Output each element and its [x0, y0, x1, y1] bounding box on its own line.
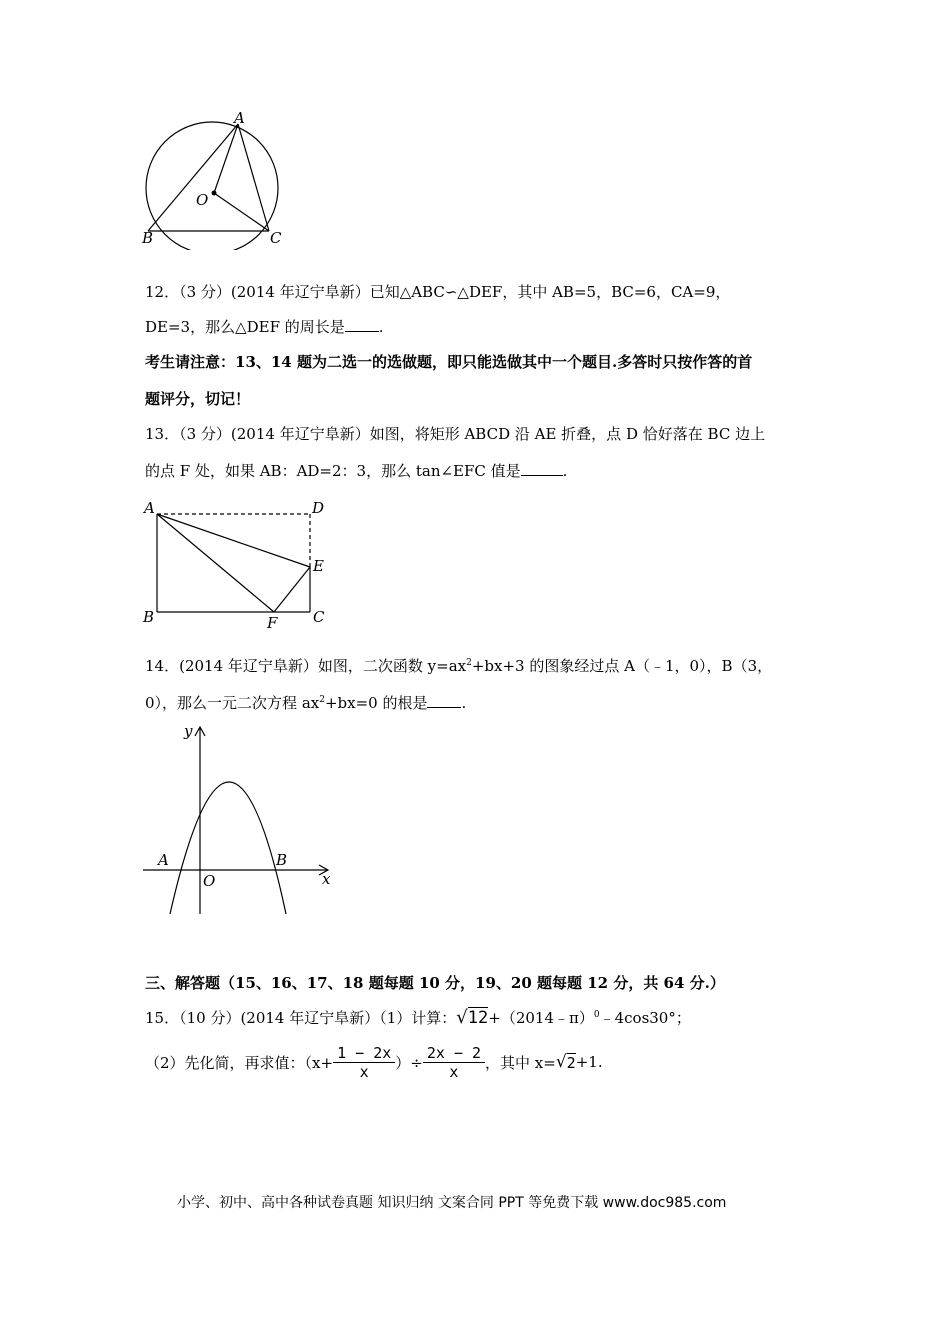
- notice-line2: 题评分，切记！: [145, 390, 251, 408]
- label-O: O: [196, 191, 209, 209]
- q13-line2-end: .: [562, 462, 568, 480]
- label-C: C: [270, 229, 282, 247]
- answer-blank: [521, 461, 563, 476]
- q15-line1-mid: +（2014﹣π）: [488, 1009, 594, 1027]
- q15-line1-text: 15．（10 分）(2014 年辽宁阜新）（1）计算：: [145, 1009, 457, 1027]
- parabola-curve: [170, 782, 286, 914]
- q14-line2-a: 0），那么一元二次方程 ax: [145, 694, 320, 712]
- label-A: A: [234, 110, 245, 127]
- notice-line1: 考生请注意：13、14 题为二选一的选做题，即只能选做其中一个题目.多答时只按作答的首: [145, 353, 753, 371]
- q14-line2-b: +bx=0 的根是: [324, 694, 428, 712]
- answer-blank: [427, 693, 461, 708]
- fraction-1: [333, 1044, 395, 1081]
- q12-line2: [145, 316, 384, 337]
- label-C: C: [313, 608, 325, 626]
- circle-triangle-figure: [130, 110, 300, 250]
- q14-line2: [145, 692, 466, 713]
- fraction-2-numerator: 2x − 2: [423, 1044, 485, 1063]
- label-D: D: [312, 499, 325, 517]
- q15-line2-mid: ）÷: [395, 1053, 423, 1072]
- label-x: x: [322, 870, 331, 888]
- q13-line2: [145, 460, 567, 481]
- sqrt-symbol: √: [555, 1052, 567, 1072]
- q15-line2-end: +1.: [575, 1053, 603, 1071]
- rectangle-fold-figure: [138, 495, 338, 630]
- q14-line1-a: 14．(2014 年辽宁阜新）如图，二次函数 y=ax: [145, 657, 467, 675]
- fraction-1-denominator: x: [359, 1062, 369, 1081]
- q15-line1-end: ﹣4cos30°；: [599, 1009, 691, 1027]
- fraction-2-denominator: x: [449, 1062, 459, 1081]
- label-A: A: [158, 851, 169, 869]
- label-O: O: [203, 872, 216, 890]
- sqrt-symbol: √: [456, 1007, 468, 1028]
- q13-line1: 13．（3 分）(2014 年辽宁阜新）如图，将矩形 ABCD 沿 AE 折叠，点 D 恰好落在 BC 边上: [145, 425, 766, 443]
- q15-line2-mid2: ，其中 x=: [485, 1053, 556, 1072]
- q14-line2-end: .: [461, 694, 467, 712]
- label-E: E: [313, 557, 324, 575]
- answer-blank: [345, 317, 379, 332]
- q15-line2-text: （2）先化简，再求值：（x+: [145, 1053, 334, 1072]
- label-B: B: [276, 851, 288, 869]
- fraction-2: [423, 1044, 485, 1081]
- label-B: B: [142, 229, 154, 247]
- q15-line1: [145, 1007, 691, 1028]
- label-y: y: [184, 722, 193, 740]
- section-heading: 三、解答题（15、16、17、18 题每题 10 分，19、20 题每题 12 分，共 64 分.）: [145, 974, 725, 992]
- page-footer: 小学、初中、高中各种试卷真题 知识归纳 文案合同 PPT 等免费下载 www.doc985.com: [177, 1195, 727, 1211]
- label-B: B: [143, 608, 155, 626]
- q12-line2-text: DE=3，那么△DEF 的周长是: [145, 318, 345, 336]
- q15-line2: [145, 1040, 603, 1084]
- q15-exponent: 0: [593, 1010, 600, 1020]
- sqrt-radicand: 2: [566, 1053, 576, 1072]
- parabola-figure: [138, 722, 338, 920]
- label-F: F: [267, 614, 278, 630]
- fraction-1-numerator: 1 − 2x: [333, 1044, 395, 1063]
- q12-line1: 12．（3 分）(2014 年辽宁阜新）已知△ABC∽△DEF，其中 AB=5，BC=6，CA=9，: [145, 283, 731, 301]
- q13-line2-text: 的点 F 处，如果 AB：AD=2：3，那么 tan∠EFC 值是: [145, 462, 521, 480]
- center-point: [212, 191, 217, 196]
- q14-line1-exp: 2: [466, 658, 472, 668]
- q14-line1: [145, 655, 772, 676]
- sqrt-radicand: 12: [467, 1008, 489, 1028]
- q12-line2-end: .: [378, 318, 384, 336]
- q14-line1-b: +bx+3 的图象经过点 A（﹣1，0），B（3，: [471, 657, 773, 675]
- q14-line2-exp: 2: [319, 695, 325, 705]
- label-A: A: [144, 499, 155, 517]
